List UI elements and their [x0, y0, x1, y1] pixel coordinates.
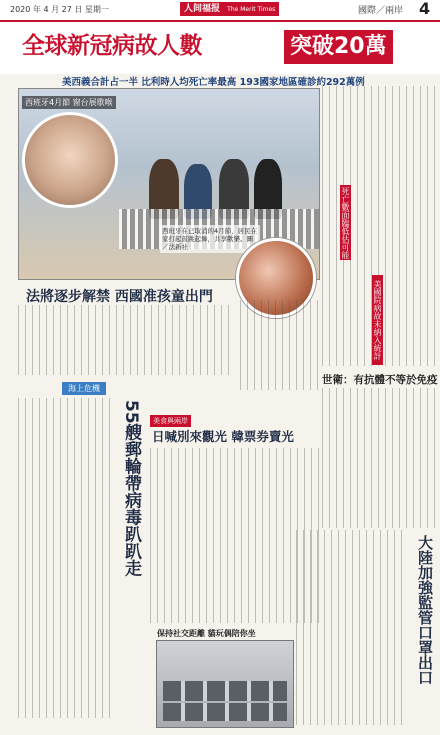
text-column: [150, 448, 320, 623]
photo-headline: 保持社交距離 貓玩偶陪你坐: [157, 629, 256, 638]
text-column: [322, 388, 437, 528]
tourism-headline: 日喊別來觀光 韓票券賣光: [152, 429, 294, 444]
subheadline: 美西義合計占一半 比利時人均死亡率最高 193國家地區確診約292萬例: [62, 77, 365, 88]
text-column: [18, 305, 233, 375]
section-name: 國際／兩岸: [358, 6, 404, 16]
page-number: 4: [419, 0, 431, 18]
side-tag: 美國院病故未納入統計: [372, 275, 383, 365]
text-column: [296, 530, 404, 725]
inset-photo-left: [22, 112, 118, 208]
cinema-photo: [156, 640, 294, 728]
vertical-headline-cruise: 55艘郵輪帶病毒趴趴走: [121, 400, 141, 577]
photo-tag: 西班牙4月節 窗台展歌喉: [22, 96, 116, 109]
issue-date: 2020 年 4 月 27 日 星期一: [10, 5, 109, 14]
side-tag: 死亡數面臨低估可能: [341, 186, 350, 259]
logo-chinese: 人间福报: [184, 4, 221, 14]
seat-row: [163, 681, 287, 701]
text-column: [18, 398, 114, 718]
right-column-headline: 世衛：有抗體不等於免疫: [322, 374, 438, 386]
newspaper-logo: [180, 2, 279, 16]
seat-row: [163, 703, 287, 721]
photo-caption: 西班牙在已取消的4月節，居民在家打起鼓跳起舞，共享歡樂。圖／法新社: [160, 225, 260, 253]
text-column: [240, 300, 320, 390]
story-headline: 法將逐步解禁 西國准孩童出門: [26, 289, 213, 305]
logo-english: The Merit Times: [227, 6, 276, 13]
vertical-headline-masks: 大陸加強監管口罩出口: [416, 535, 434, 685]
main-headline: 全球新冠病故人數: [22, 33, 202, 59]
section-label: 海上危機: [62, 382, 106, 395]
section-tag: 美食與兩岸: [150, 415, 191, 427]
main-headline-highlight: 突破20萬: [284, 30, 393, 64]
